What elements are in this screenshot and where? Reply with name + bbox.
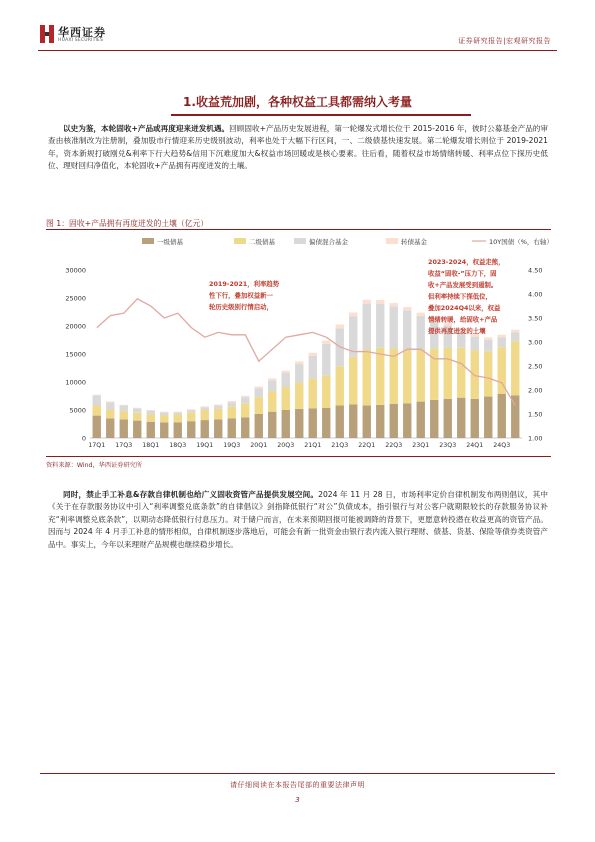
- bar-segment: [282, 373, 290, 387]
- bar-segment: [457, 398, 465, 438]
- y2-tick-label: 3.50: [528, 314, 543, 323]
- bar-segment: [120, 420, 128, 438]
- chart-annotation-line: 轮历史级别行情启动，: [209, 303, 273, 311]
- chart-annotation-line: 性下行，叠加权益新一: [209, 291, 273, 300]
- paragraph-1-body: 回顾固收+产品历史发展进程，第一轮爆发式增长位于 2015-2016 年，彼时公募基金产品的审查由核准制改为注册制，叠加股市行情迎来历史级别波动，利率也处于大幅下行区间，一、二级债基快速发展。第二轮爆发增长则位于 2019-2021 年，资本新规打破刚兑&利率下行大趋势&信用下沉难度加大&权益市场回暖或是核心要素。往后看，随着权益市场情绪转暖、利率点位下探历史低位、理财回归净值化，本轮固收+产品拥有再度迸发的土壤。: [48, 124, 548, 171]
- bar-segment: [417, 350, 425, 402]
- bar-segment: [133, 413, 141, 421]
- bar-segment: [241, 396, 249, 397]
- bar-segment: [390, 306, 398, 348]
- bar-segment: [511, 341, 519, 395]
- bar-segment: [309, 379, 317, 409]
- y2-tick-label: 4.50: [528, 266, 543, 275]
- bar-segment: [349, 312, 357, 316]
- bar-segment: [390, 404, 398, 438]
- bar-segment: [133, 408, 141, 409]
- chart-annotation-line: 但利率持续下探低位，: [428, 292, 492, 301]
- x-tick-label: 23Q1: [412, 442, 430, 449]
- bar-segment: [309, 356, 317, 379]
- bar-segment: [471, 337, 479, 350]
- bar-segment: [471, 350, 479, 399]
- chart-annotation-line: 提供再度迸发的土壤: [428, 327, 486, 335]
- bar-segment: [444, 348, 452, 399]
- bar-segment: [282, 371, 290, 373]
- bar-segment: [282, 387, 290, 410]
- chart-annotation-line: 2019-2021，利率趋势: [209, 280, 280, 288]
- legend-label: 二级债基: [249, 238, 275, 246]
- x-tick-label: 23Q3: [439, 442, 457, 449]
- legend-swatch: [386, 238, 398, 244]
- paragraph-2-body: 2024 年 11 月 28 日，市场利率定价自律机制发布两则倡议，其中《关于在存款服务协议中引入“利率调整兑底条款”的自律倡议》剑指降低银行“对公”负债成本，指引银行与对公客户就期限较长的存款服务协议补充“利率调整兑底条款”，以期动态降低银行付息压力。对于储户而言，在未来预期回报可能被调降的背景下，更愿意转投潜在收益更高的资管产品。因而与 2024 年 4 月手工补息的情形相似，自律机制逐步落地后，可能会有新一批资金由银行表内流入银行理财、债基、货基、保险等债券类资管产品中。事实上，今年以来理财产品规模也继续稳步增长。: [48, 490, 548, 549]
- bar-segment: [295, 409, 303, 438]
- bar-segment: [147, 411, 155, 415]
- bar-segment: [120, 411, 128, 419]
- bar-segment: [363, 300, 371, 304]
- bar-segment: [255, 397, 263, 414]
- bar-segment: [255, 386, 263, 388]
- page-number: 3: [295, 796, 300, 804]
- paragraph-2: [48, 489, 548, 551]
- bar-segment: [498, 394, 506, 438]
- bar-segment: [376, 304, 384, 348]
- figure-source: 资料来源：Wind，华西证券研究所: [46, 462, 142, 469]
- bar-segment: [322, 341, 330, 344]
- x-tick-label: 21Q3: [331, 442, 349, 449]
- bar-segment: [511, 332, 519, 341]
- bar-segment: [336, 324, 344, 328]
- y-tick-label: 25000: [65, 294, 86, 303]
- bar-segment: [322, 344, 330, 375]
- x-tick-label: 17Q1: [88, 442, 106, 449]
- bar-segment: [336, 406, 344, 438]
- y-tick-label: 30000: [65, 266, 86, 275]
- y2-tick-label: 1.00: [528, 434, 543, 443]
- section-title: 1.收益荒加剧，各种权益工具都需纳入考量: [183, 95, 412, 109]
- figure-title: 图 1：固收+产品拥有再度迸发的土壤（亿元）: [46, 219, 209, 228]
- bar-segment: [268, 378, 276, 380]
- bar-segment: [349, 357, 357, 405]
- legend-swatch: [234, 238, 246, 244]
- legend-label: 偏债混合基金: [309, 238, 348, 246]
- bar-segment: [268, 380, 276, 391]
- bar-segment: [228, 407, 236, 419]
- bar-segment: [363, 350, 371, 406]
- bar-segment: [93, 406, 101, 416]
- y2-tick-label: 2.00: [528, 386, 543, 395]
- bar-segment: [268, 412, 276, 438]
- bar-segment: [295, 364, 303, 382]
- bar-segment: [93, 395, 101, 396]
- y-tick-label: 20000: [65, 322, 86, 331]
- footer-divider: [40, 773, 555, 774]
- bar-segment: [174, 412, 182, 413]
- report-type-label: 证券研究报告|宏观研究报告: [458, 37, 551, 45]
- x-tick-label: 24Q1: [466, 442, 484, 449]
- bar-segment: [511, 395, 519, 438]
- huaxi-logo-icon: [40, 25, 54, 43]
- bar-segment: [403, 403, 411, 438]
- bar-segment: [322, 408, 330, 438]
- bar-segment: [214, 406, 222, 409]
- header-divider: [38, 50, 557, 51]
- legal-notice: 请仔细阅读在本报告尾部的重要法律声明: [230, 781, 365, 789]
- bar-segment: [187, 421, 195, 438]
- bar-segment: [484, 337, 492, 340]
- bar-segment: [498, 335, 506, 338]
- legend-swatch: [294, 238, 306, 244]
- bar-segment: [106, 418, 114, 438]
- chart-annotation-line: 2023-2024，权益走熊，: [428, 258, 505, 266]
- x-tick-label: 18Q3: [169, 442, 187, 449]
- bar-segment: [309, 353, 317, 356]
- bar-segment: [228, 401, 236, 402]
- y-tick-label: 15000: [65, 350, 86, 359]
- chart-annotation-line: 叠加2024Q4以来，权益: [428, 304, 501, 312]
- bar-segment: [133, 408, 141, 412]
- section-title-underline: [171, 114, 471, 116]
- paragraph-1-lead: 以史为鉴，本轮固收+产品或再度迎来迸发机遇。: [63, 124, 230, 133]
- y-tick-label: 5000: [69, 406, 86, 415]
- bar-segment: [444, 399, 452, 438]
- bar-segment: [228, 418, 236, 438]
- bar-segment: [174, 414, 182, 422]
- x-tick-label: 20Q3: [277, 442, 295, 449]
- bar-segment: [201, 420, 209, 438]
- fixed-income-plus-chart: [44, 234, 554, 454]
- bar-segment: [187, 409, 195, 410]
- bar-segment: [187, 410, 195, 412]
- bar-segment: [471, 399, 479, 438]
- bar-segment: [147, 422, 155, 438]
- bar-segment: [309, 408, 317, 438]
- bar-segment: [376, 300, 384, 304]
- bar-segment: [363, 304, 371, 350]
- bar-segment: [403, 350, 411, 404]
- bar-segment: [255, 414, 263, 438]
- paragraph-1: [48, 123, 548, 173]
- chart-annotation-line: 收+产品发展受到遏制。: [428, 281, 498, 289]
- bar-segment: [349, 404, 357, 438]
- bar-segment: [417, 313, 425, 316]
- x-tick-label: 20Q1: [250, 442, 268, 449]
- figure-title-divider: [46, 229, 551, 230]
- bar-segment: [201, 410, 209, 420]
- x-tick-label: 22Q1: [358, 442, 376, 449]
- x-tick-label: 19Q3: [223, 442, 241, 449]
- bar-segment: [93, 395, 101, 405]
- bar-segment: [93, 416, 101, 438]
- bar-segment: [160, 422, 168, 438]
- bar-segment: [363, 406, 371, 438]
- bar-segment: [417, 316, 425, 350]
- y2-tick-label: 2.50: [528, 362, 543, 371]
- bar-segment: [228, 402, 236, 406]
- bar-segment: [484, 340, 492, 351]
- bar-segment: [484, 397, 492, 438]
- bar-segment: [106, 401, 114, 402]
- legend-label: 10Y国债（%，右轴）: [489, 238, 553, 246]
- bar-segment: [376, 348, 384, 405]
- bar-segment: [484, 351, 492, 396]
- chart-annotation-line: 情绪转暖，给固收+产品: [428, 315, 498, 324]
- bar-segment: [511, 330, 519, 332]
- bar-segment: [120, 405, 128, 406]
- bar-segment: [390, 303, 398, 306]
- bar-segment: [255, 388, 263, 397]
- bar-segment: [241, 397, 249, 403]
- bar-segment: [201, 406, 209, 407]
- bar-segment: [214, 420, 222, 438]
- bar-segment: [214, 405, 222, 406]
- y2-tick-label: 1.50: [528, 410, 543, 419]
- y2-tick-label: 3.00: [528, 338, 543, 347]
- y2-tick-label: 4.00: [528, 290, 543, 299]
- bar-segment: [268, 392, 276, 412]
- bar-segment: [147, 414, 155, 421]
- y-tick-label: 10000: [65, 378, 86, 387]
- bar-segment: [430, 400, 438, 438]
- bar-segment: [106, 409, 114, 418]
- x-tick-label: 19Q1: [196, 442, 214, 449]
- legend-label: 一级债基: [157, 238, 183, 246]
- bar-segment: [322, 375, 330, 407]
- bar-segment: [457, 348, 465, 398]
- x-tick-label: 17Q3: [115, 442, 133, 449]
- bar-segment: [336, 366, 344, 405]
- bar-segment: [160, 412, 168, 413]
- bar-segment: [214, 409, 222, 420]
- bar-segment: [147, 410, 155, 411]
- figure-bottom-divider: [46, 456, 551, 457]
- bar-segment: [417, 402, 425, 438]
- x-tick-label: 22Q3: [385, 442, 403, 449]
- legend-label: 转债基金: [401, 238, 427, 246]
- bar-segment: [174, 422, 182, 438]
- bar-segment: [498, 337, 506, 347]
- logo-text: 华西证券: [58, 26, 106, 39]
- bar-segment: [160, 412, 168, 415]
- logo-text-en: HUAXI SECURITIES: [58, 38, 104, 43]
- page-header: [0, 0, 595, 52]
- bar-segment: [295, 361, 303, 364]
- paragraph-2-lead: 同时，禁止手工补息&存款自律机制也给广义固收资管产品提供发展空间。: [63, 490, 319, 499]
- bar-segment: [295, 383, 303, 409]
- bar-segment: [403, 307, 411, 310]
- bar-segment: [282, 410, 290, 438]
- bar-segment: [106, 402, 114, 409]
- chart-annotation-line: 收益“固收-”压力下，固: [428, 269, 497, 278]
- bar-segment: [241, 403, 249, 417]
- bar-segment: [174, 412, 182, 414]
- bar-segment: [160, 415, 168, 422]
- bar-segment: [133, 421, 141, 438]
- x-tick-label: 21Q1: [304, 442, 322, 449]
- y-tick-label: 0: [81, 434, 86, 443]
- bar-segment: [201, 407, 209, 410]
- bar-segment: [120, 406, 128, 412]
- bar-segment: [403, 310, 411, 349]
- x-tick-label: 18Q1: [142, 442, 160, 449]
- x-tick-label: 24Q3: [493, 442, 511, 449]
- bar-segment: [241, 417, 249, 438]
- bar-segment: [376, 405, 384, 438]
- legend-swatch: [142, 238, 154, 244]
- bar-segment: [187, 412, 195, 421]
